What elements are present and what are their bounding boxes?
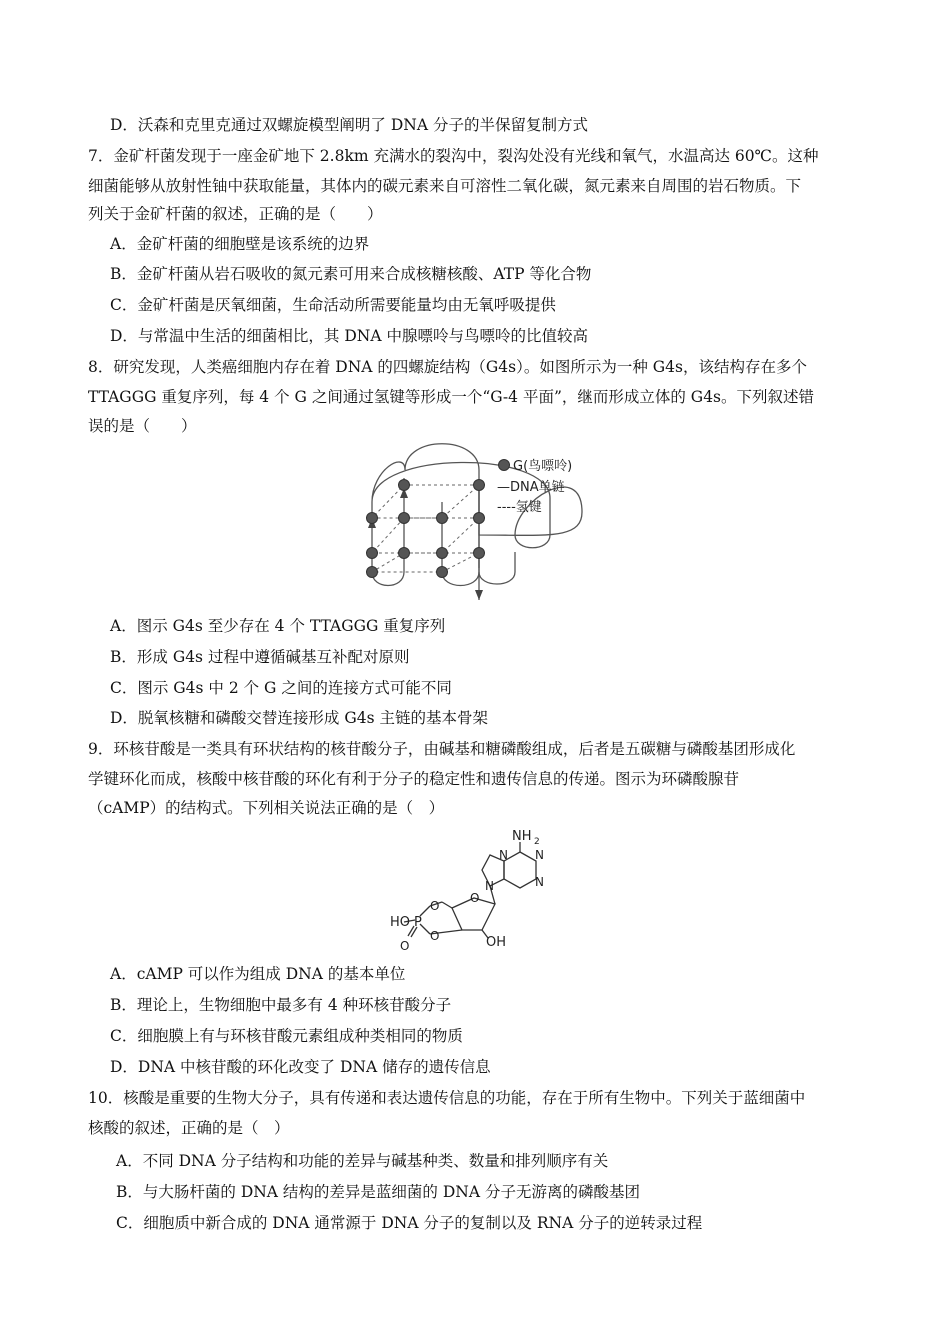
ring-oxygen-label: O [470,891,480,905]
q7-option-b: B．金矿杆菌从岩石吸收的氮元素可用来合成核糖核酸、ATP 等化合物 [110,265,592,283]
q10-option-b: B．与大肠杆菌的 DNA 结构的差异是蓝细菌的 DNA 分子无游离的磷酸基团 [116,1183,640,1201]
n9-label: N [485,879,494,893]
nh2-subscript: 2 [534,837,540,847]
g4s-diagram [350,440,600,605]
q8-stem-line-1: 8．研究发现，人类癌细胞内存在着 DNA 的四螺旋结构（G4s）。如图所示为一种 G4s，该结构存在多个 [88,358,807,376]
n1-label: N [535,848,544,862]
q9-option-d: D．DNA 中核苷酸的环化改变了 DNA 储存的遗传信息 [110,1058,491,1076]
legend-hbond-label: ----氢键 [497,500,542,515]
n7-label: N [499,848,508,862]
q7-option-a: A．金矿杆菌的细胞壁是该系统的边界 [110,235,370,253]
q10-stem-line-1: 10．核酸是重要的生物大分子，具有传递和表达遗传信息的功能，存在于所有生物中。下列关于蓝细菌中 [88,1089,806,1107]
q10-stem-line-2: 核酸的叙述，正确的是（ ） [88,1119,290,1137]
q7-stem-line-1: 7．金矿杆菌发现于一座金矿地下 2.8km 充满水的裂沟中，裂沟处没有光线和氧气，水温高达 60℃。这种 [88,147,819,165]
q9-option-a: A．cAMP 可以作为组成 DNA 的基本单位 [110,965,406,983]
q7-stem-line-2: 细菌能够从放射性铀中获取能量，其体内的碳元素来自可溶性二氧化碳，氮元素来自周围的岩石物质。下 [88,177,802,195]
q8-option-b: B．形成 G4s 过程中遵循碱基互补配对原则 [110,648,410,666]
nh2-label: NH [512,829,532,844]
ho-label: HO [390,915,411,930]
q8-stem-line-2: TTAGGG 重复序列，每 4 个 G 之间通过氢键等形成一个“G-4 平面”，继而形成立体的 G4s。下列叙述错 [88,388,815,406]
double-bond-oxygen-label: O [400,939,410,953]
q8-option-c: C．图示 G4s 中 2 个 G 之间的连接方式可能不同 [110,679,452,697]
legend-g-label: G(鸟嘌呤) [513,459,573,474]
ester-oxygen-1-label: O [430,899,440,913]
oh-label: OH [486,935,507,950]
q7-option-d: D．与常温中生活的细菌相比，其 DNA 中腺嘌呤与鸟嘌呤的比值较高 [110,327,588,345]
q9-option-b: B．理论上，生物细胞中最多有 4 种环核苷酸分子 [110,996,452,1014]
camp-structure [390,822,570,957]
q7-stem-line-3: 列关于金矿杆菌的叙述，正确的是（ ） [88,205,383,223]
q9-stem-line-1: 9．环核苷酸是一类具有环状结构的核苷酸分子，由碱基和糖磷酸组成，后者是五碳糖与磷酸基团形成化 [88,740,796,758]
legend-strand-label: —DNA单链 [497,480,565,495]
q8-option-d: D．脱氧核糖和磷酸交替连接形成 G4s 主链的基本骨架 [110,709,488,727]
q7-option-c: C．金矿杆菌是厌氧细菌，生命活动所需要能量均由无氧呼吸提供 [110,296,556,314]
n3-label: N [535,875,544,889]
q9-option-c: C．细胞膜上有与环核苷酸元素组成种类相同的物质 [110,1027,463,1045]
q10-option-a: A．不同 DNA 分子结构和功能的差异与碱基种类、数量和排列顺序有关 [116,1152,609,1170]
q9-stem-line-2: 学键环化而成，核酸中核苷酸的环化有利于分子的稳定性和遗传信息的传递。图示为环磷酸腺苷 [88,770,740,788]
q6-option-d: D．沃森和克里克通过双螺旋模型阐明了 DNA 分子的半保留复制方式 [110,116,588,134]
phosphorus-label: P [414,915,422,930]
q9-stem-line-3: （cAMP）的结构式。下列相关说法正确的是（ ） [88,799,445,817]
q8-stem-line-3: 误的是（ ） [88,417,197,435]
q8-option-a: A．图示 G4s 至少存在 4 个 TTAGGG 重复序列 [110,617,446,635]
q10-option-c: C．细胞质中新合成的 DNA 通常源于 DNA 分子的复制以及 RNA 分子的逆转录过程 [116,1214,703,1232]
ester-oxygen-2-label: O [430,929,440,943]
